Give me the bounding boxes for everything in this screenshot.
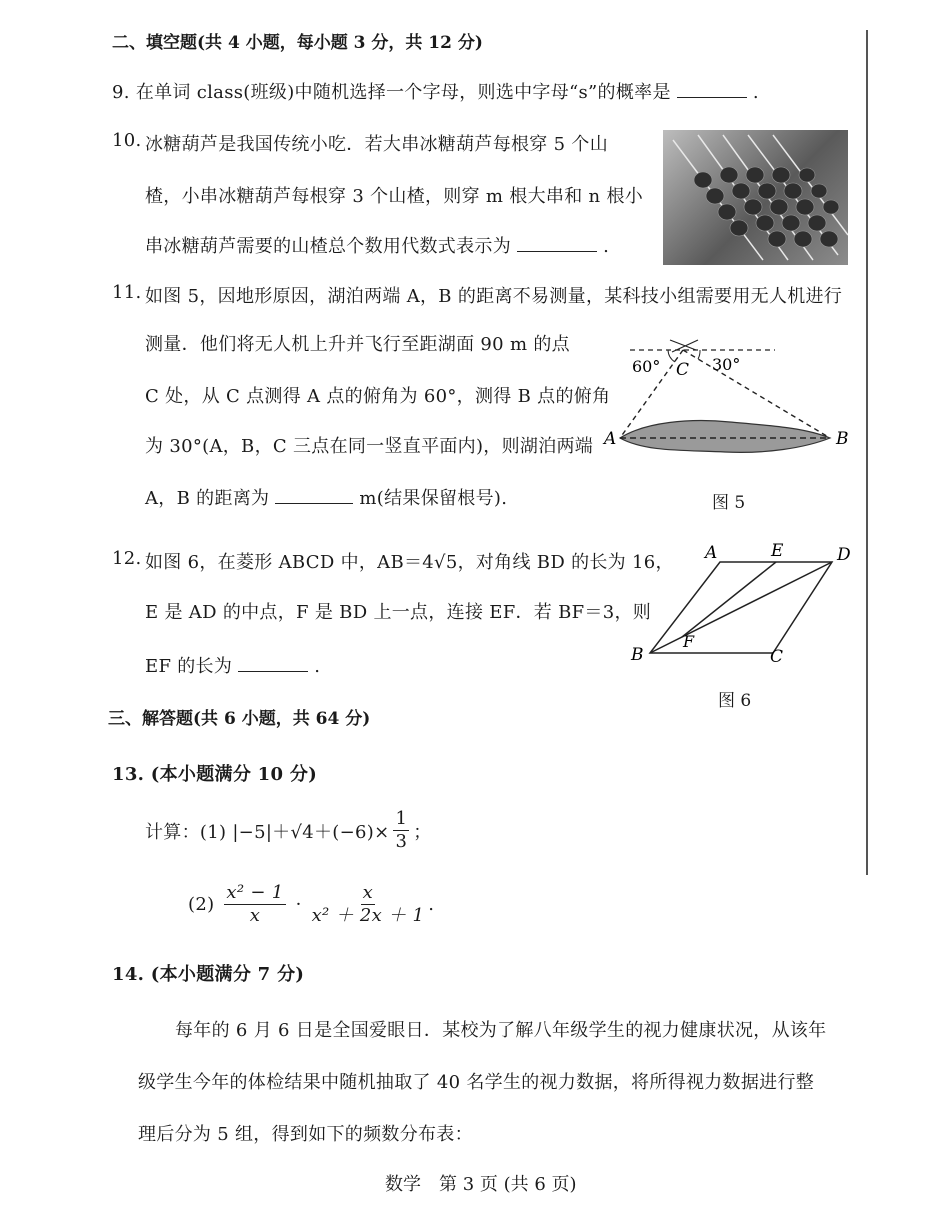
q11-line-1: 如图 5，因地形原因，湖泊两端 A，B 的距离不易测量，某科技小组需要用无人机进行 [145, 286, 843, 307]
q12-line-2: E 是 AD 的中点，F 是 BD 上一点，连接 EF．若 BF＝3，则 [145, 602, 652, 623]
q11-number: 11. [112, 282, 142, 303]
q13-number: 13. [112, 764, 145, 785]
q12-line-3-text: EF 的长为 [145, 656, 233, 677]
fig5-point-c: C [676, 360, 690, 380]
q13-score: (本小题满分 10 分) [150, 764, 318, 785]
margin-rule [866, 30, 868, 875]
fig6-label-c: C [770, 647, 784, 667]
q12-line-3 [145, 652, 320, 678]
q13-p1-end: ； [413, 821, 432, 843]
q11-line-3: C 处，从 C 点测得 A 点的俯角为 60°，测得 B 点的俯角 [145, 386, 611, 407]
q12-number: 12. [112, 548, 142, 569]
fig5-point-b: B [836, 429, 849, 449]
q11-line-4: 为 30°(A，B，C 三点在同一竖直平面内)，则湖泊两端 [145, 436, 594, 457]
q13-p2-f1-den: x [249, 905, 261, 926]
q9-number: 9. [112, 82, 130, 103]
q13-p1-fraction [393, 808, 409, 853]
q12-end: . [314, 656, 321, 677]
section-3-title: 三、解答题(共 6 小题，共 64 分) [108, 709, 371, 729]
q13-p2-f2-num: x [362, 882, 374, 903]
q11-answer-blank[interactable] [275, 502, 353, 504]
q13-p2-end: . [428, 894, 435, 915]
q10-end: . [603, 236, 610, 257]
q10-line-3-text: 串冰糖葫芦需要的山楂总个数用代数式表示为 [145, 236, 511, 257]
q9-answer-blank[interactable] [677, 96, 747, 98]
q13-p2-f2-den: x² ＋ 2x ＋ 1 [311, 905, 425, 926]
q10-number: 10. [112, 130, 142, 151]
figure-6-caption: 图 6 [718, 691, 752, 711]
q11-line-5-text: A，B 的距离为 [145, 488, 270, 509]
q11-line-5 [145, 484, 507, 510]
fig6-label-b: B [631, 645, 644, 665]
q14-header [112, 960, 304, 986]
figure-6-diagram [625, 540, 860, 670]
section-2-title: 二、填空题(共 4 小题，每小题 3 分，共 12 分) [112, 33, 483, 53]
fig5-angle-left: 60° [632, 357, 661, 376]
q13-p2-label: (2) [188, 894, 215, 915]
fig5-point-a: A [604, 429, 617, 449]
q9-end: . [752, 82, 759, 103]
q14-number: 14. [112, 964, 145, 985]
fig6-label-f: F [683, 632, 695, 651]
q13-p2-f1-num: x² − 1 [226, 882, 284, 903]
fig5-angle-right: 30° [712, 355, 741, 374]
q14-line-1: 每年的 6 月 6 日是全国爱眼日．某校为了解八年级学生的视力健康状况，从该年 [175, 1020, 827, 1041]
q12-line-1: 如图 6，在菱形 ABCD 中，AB＝4√5，对角线 BD 的长为 16， [145, 552, 674, 573]
candied-haws-photo [663, 130, 848, 265]
q11-line-5-unit: m(结果保留根号). [359, 488, 508, 509]
q13-p1-frac-den: 3 [395, 831, 408, 852]
q14-line-3: 理后分为 5 组，得到如下的频数分布表： [138, 1124, 473, 1145]
q13-p2-fraction-2 [312, 882, 425, 927]
q12-answer-blank[interactable] [238, 670, 308, 672]
q14-score: (本小题满分 7 分) [150, 964, 305, 985]
q13-p1-frac-num: 1 [395, 808, 408, 829]
fig6-label-a: A [705, 543, 718, 563]
page-footer: 数学 第 3 页 (共 6 页) [385, 1174, 577, 1195]
q10-line-1: 冰糖葫芦是我国传统小吃．若大串冰糖葫芦每根穿 5 个山 [145, 134, 608, 155]
figure-5-diagram [600, 320, 860, 480]
fig6-label-e: E [771, 541, 784, 561]
figure-5-caption: 图 5 [712, 493, 746, 513]
q13-header [112, 760, 317, 786]
q13-part-2 [188, 882, 434, 927]
q13-p1-expression: 计算：(1) |−5|＋√4＋(−6)× [145, 821, 390, 843]
q9-text: 在单词 class(班级)中随机选择一个字母，则选中字母“s”的概率是 [135, 82, 671, 103]
q13-part-1 [145, 808, 432, 853]
q10-line-3 [145, 232, 609, 258]
q14-line-2: 级学生今年的体检结果中随机抽取了 40 名学生的视力数据，将所得视力数据进行整 [138, 1072, 815, 1093]
q13-p2-dot: · [295, 894, 302, 915]
q10-line-2: 楂，小串冰糖葫芦每根穿 3 个山楂，则穿 m 根大串和 n 根小 [145, 186, 644, 207]
q10-answer-blank[interactable] [517, 250, 597, 252]
fig6-label-d: D [837, 545, 851, 565]
question-9 [112, 78, 759, 104]
q11-line-2: 测量．他们将无人机上升并飞行至距湖面 90 m 的点 [145, 334, 570, 355]
q13-p2-fraction-1 [224, 882, 285, 927]
